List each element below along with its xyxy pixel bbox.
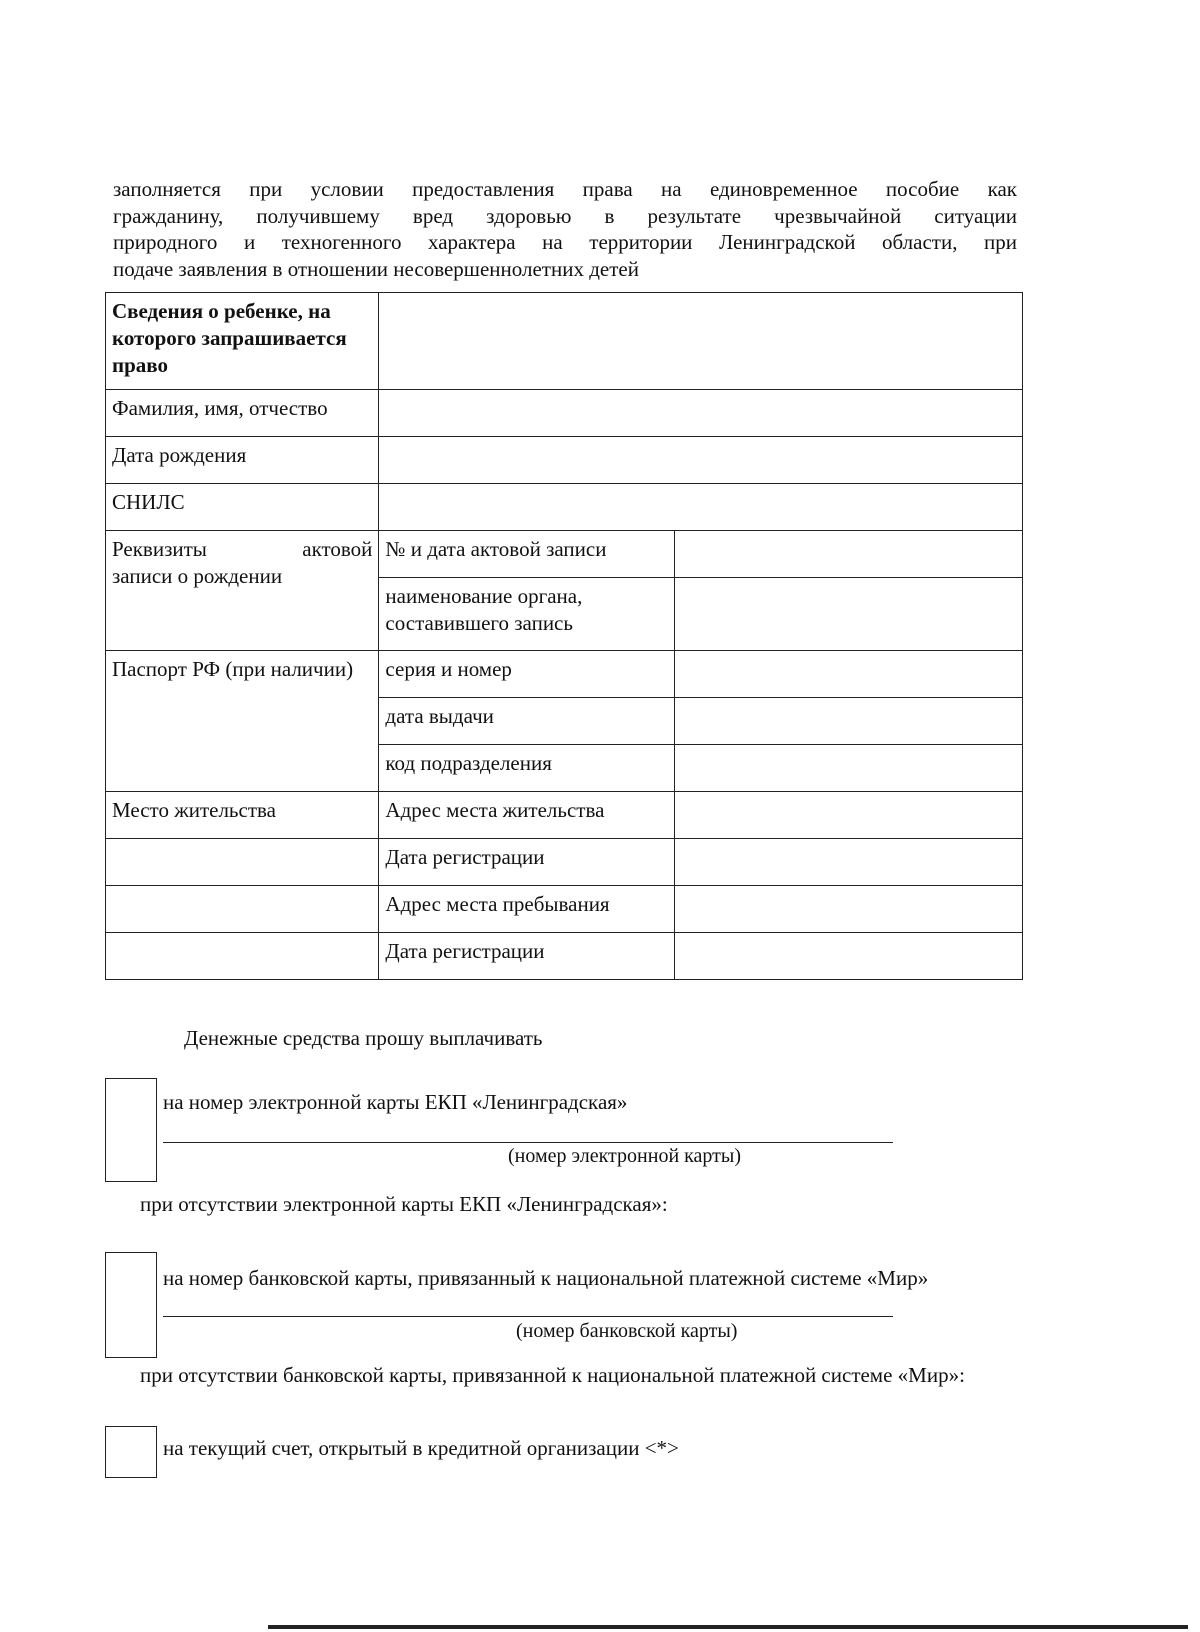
passport-label: Паспорт РФ (при наличии) xyxy=(106,651,379,792)
passport-issue-date-field[interactable] xyxy=(674,698,1022,745)
intro-line: природного и техногенного характера на территории Ленинградской области, при xyxy=(113,230,1017,254)
birth-date-field[interactable] xyxy=(379,437,1023,484)
residence-label: Место жительства xyxy=(106,792,379,839)
passport-series-field[interactable] xyxy=(674,651,1022,698)
record-authority-label: наименование органа, составившего запись xyxy=(379,578,674,651)
record-authority-field[interactable] xyxy=(674,578,1022,651)
full-name-label: Фамилия, имя, отчество xyxy=(106,390,379,437)
empty-cell xyxy=(106,839,379,886)
empty-cell xyxy=(106,886,379,933)
intro-line: заполняется при условии предоставления права на единовременное пособие как xyxy=(113,177,1017,201)
bottom-rule xyxy=(268,1625,1188,1629)
birth-date-label: Дата рождения xyxy=(106,437,379,484)
table-header-cell: Сведения о ребенке, на которого запрашивается право xyxy=(106,293,379,390)
record-number-date-field[interactable] xyxy=(674,531,1022,578)
passport-series-label: серия и номер xyxy=(379,651,674,698)
stay-registration-date-field[interactable] xyxy=(674,933,1022,980)
intro-line: подаче заявления в отношении несовершеннолетних детей xyxy=(113,256,639,281)
child-info-table xyxy=(105,292,1023,980)
intro-paragraph xyxy=(113,176,1017,282)
stay-registration-date-label: Дата регистрации xyxy=(379,933,674,980)
passport-division-code-field[interactable] xyxy=(674,745,1022,792)
ekp-card-caption: (номер электронной карты) xyxy=(508,1145,742,1167)
ekp-card-option-label: на номер электронной карты ЕКП «Ленинградская» xyxy=(163,1090,628,1114)
snils-field[interactable] xyxy=(379,484,1023,531)
birth-record-label-line1: Реквизиты актовой xyxy=(112,537,373,561)
current-account-checkbox[interactable] xyxy=(105,1426,157,1478)
mir-card-caption: (номер банковской карты) xyxy=(516,1320,738,1342)
full-name-field[interactable] xyxy=(379,390,1023,437)
birth-record-label xyxy=(106,531,379,651)
stay-address-field[interactable] xyxy=(674,886,1022,933)
header-value-cell[interactable] xyxy=(379,293,1023,390)
ekp-card-number-line[interactable] xyxy=(163,1142,893,1143)
record-number-date-label: № и дата актовой записи xyxy=(379,531,674,578)
mir-card-checkbox[interactable] xyxy=(105,1252,157,1358)
no-ekp-note: при отсутствии электронной карты ЕКП «Ленинградская»: xyxy=(140,1192,668,1216)
passport-division-code-label: код подразделения xyxy=(379,745,674,792)
registration-date-field[interactable] xyxy=(674,839,1022,886)
residence-address-field[interactable] xyxy=(674,792,1022,839)
ekp-card-checkbox[interactable] xyxy=(105,1078,157,1182)
empty-cell xyxy=(106,933,379,980)
no-mir-note: при отсутствии банковской карты, привязанной к национальной платежной системе «Мир»: xyxy=(140,1363,965,1387)
residence-address-label: Адрес места жительства xyxy=(379,792,674,839)
current-account-option-label: на текущий счет, открытый в кредитной организации <*> xyxy=(163,1436,679,1460)
stay-address-label: Адрес места пребывания xyxy=(379,886,674,933)
birth-record-label-line2: записи о рождении xyxy=(112,564,283,588)
mir-card-option-label: на номер банковской карты, привязанный к национальной платежной системе «Мир» xyxy=(163,1266,929,1290)
registration-date-label: Дата регистрации xyxy=(379,839,674,886)
payment-title: Денежные средства прошу выплачивать xyxy=(184,1026,543,1050)
intro-line: гражданину, получившему вред здоровью в результате чрезвычайной ситуации xyxy=(113,203,1017,228)
snils-label: СНИЛС xyxy=(106,484,379,531)
mir-card-number-line[interactable] xyxy=(163,1316,893,1317)
passport-issue-date-label: дата выдачи xyxy=(379,698,674,745)
